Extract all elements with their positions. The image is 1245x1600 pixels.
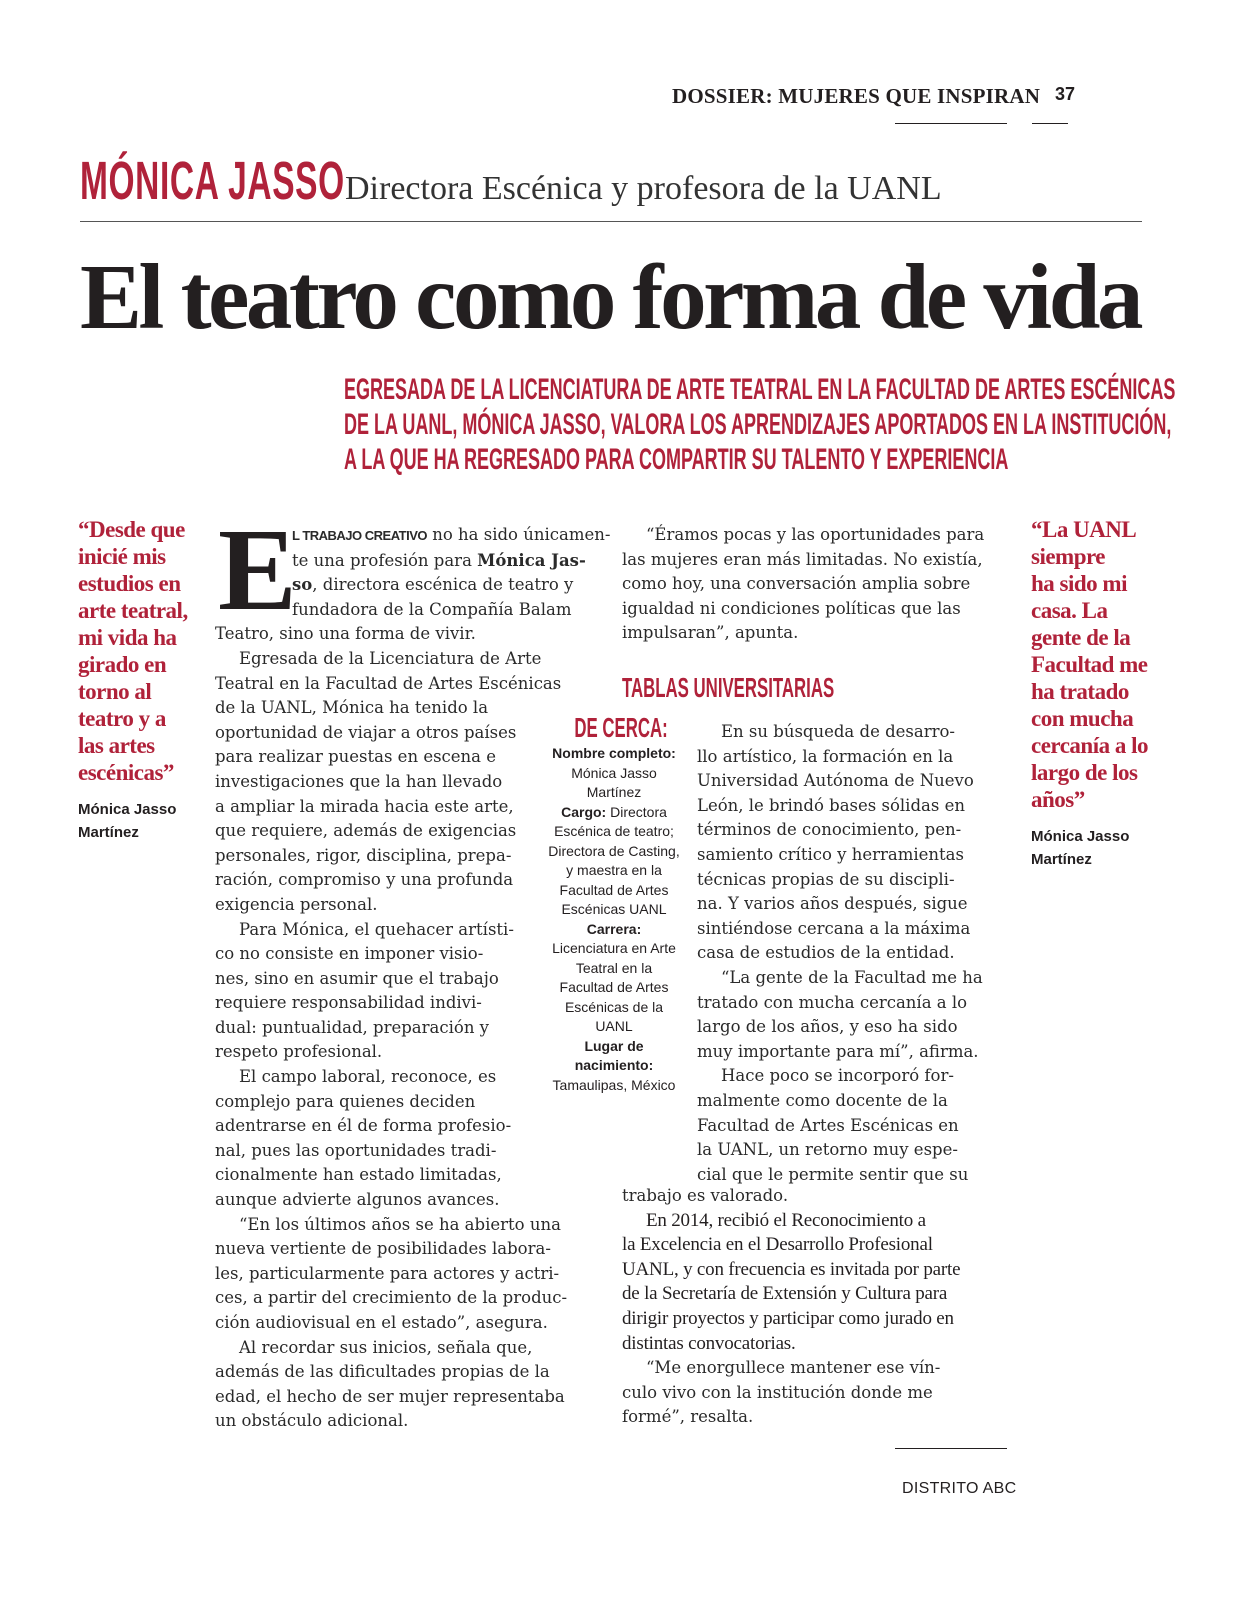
text-line: co no consiste en imponer visio- bbox=[215, 944, 484, 964]
sidebar-item-value: Tamaulipas, México bbox=[552, 1076, 676, 1093]
text-line: nal, pues las oportunidades tradi- bbox=[215, 1140, 497, 1160]
page-number: 37 bbox=[1055, 84, 1076, 104]
paragraph bbox=[215, 1336, 615, 1434]
pull-quote-line: las artes bbox=[78, 733, 155, 758]
sidebar-item bbox=[548, 920, 680, 1037]
text-line: ces, a partir del crecimiento de la produc- bbox=[215, 1288, 568, 1308]
text-line: culo vivo con la institución donde me bbox=[622, 1382, 933, 1402]
text-line: como hoy, una conversación amplia sobre bbox=[622, 574, 971, 594]
text-line: Al recordar sus inicios, señala que, bbox=[239, 1337, 533, 1357]
text-line: de la Secretaría de Extensión y Cultura para bbox=[622, 1283, 948, 1305]
pull-quote-line: estudios en bbox=[78, 571, 181, 596]
pull-quote-line: teatro y a bbox=[78, 706, 166, 731]
text-line: nueva vertiente de posibilidades labora- bbox=[215, 1239, 551, 1259]
subhead: TABLAS UNIVERSITARIAS bbox=[622, 672, 835, 703]
text-line: En 2014, recibió el Reconocimiento a bbox=[646, 1209, 926, 1231]
text-line: aunque advierte algunos avances. bbox=[215, 1190, 500, 1210]
footer-rule bbox=[895, 1448, 1007, 1449]
text-line: Hace poco se incorporó for- bbox=[721, 1066, 954, 1086]
pull-quote-line: arte teatral, bbox=[78, 598, 188, 623]
pull-quote-line: mi vida ha bbox=[78, 625, 177, 650]
pull-quote-line: gente de la bbox=[1031, 625, 1131, 650]
headline: El teatro como forma de vida bbox=[80, 246, 1140, 349]
text-line: ración, compromiso y una profunda bbox=[215, 870, 514, 890]
text-line: las mujeres eran más limitadas. No existía, bbox=[622, 549, 983, 569]
de-cerca-sidebar bbox=[548, 712, 680, 1095]
pull-quote-left bbox=[78, 516, 208, 844]
text-line: trabajo es valorado. bbox=[622, 1186, 789, 1205]
lede-line: EGRESADA DE LA LICENCIATURA DE ARTE TEATRAL EN LA FACULTAD DE ARTES ESCÉNICAS bbox=[344, 373, 1176, 406]
drop-cap: E bbox=[218, 504, 297, 635]
pull-quote-line: largo de los bbox=[1031, 760, 1138, 785]
text-line: Universidad Autónoma de Nuevo bbox=[697, 771, 974, 791]
pull-quote-line: torno al bbox=[78, 679, 152, 704]
column-2-award-paragraph bbox=[622, 1209, 1022, 1357]
text-line: sintiéndose cercana a la máxima bbox=[697, 918, 971, 938]
intro-text: fundadora de la Compañía Balam bbox=[292, 599, 572, 619]
text-line: “Éramos pocas y las oportunidades para bbox=[646, 525, 985, 544]
sidebar-item-label: Cargo: bbox=[561, 803, 607, 820]
text-line: dirigir proyectos y participar como jurado en bbox=[622, 1307, 954, 1329]
person-name: Mónica Jas- bbox=[477, 550, 586, 570]
pull-quote-author-line: Martínez bbox=[1031, 851, 1092, 868]
text-line: formé”, resalta. bbox=[622, 1407, 754, 1427]
section-label: DOSSIER: MUJERES QUE INSPIRAN bbox=[672, 84, 1041, 108]
intro-text: Teatro, sino una forma de vivir. bbox=[215, 624, 476, 644]
text-line: ción audiovisual en el estado”, asegura. bbox=[215, 1313, 548, 1332]
paragraph bbox=[697, 720, 1017, 966]
article-column-2-bottom bbox=[622, 1184, 1022, 1430]
text-line: investigaciones que la han llevado bbox=[215, 771, 503, 791]
text-line: edad, el hecho de ser mujer representaba bbox=[215, 1386, 565, 1406]
sidebar-item bbox=[548, 1037, 680, 1096]
sidebar-item bbox=[548, 803, 680, 920]
text-line: na. Y varios años después, sigue bbox=[697, 894, 968, 914]
sidebar-item-value: Mónica Jasso Martínez bbox=[571, 764, 657, 800]
text-line: de la UANL, Mónica ha tenido la bbox=[215, 698, 489, 718]
text-line: que requiere, además de exigencias bbox=[215, 821, 517, 841]
text-line: la UANL, un retorno muy espe- bbox=[697, 1140, 958, 1160]
pull-quote-line: con mucha bbox=[1031, 706, 1134, 731]
intro-text: te una profesión para bbox=[292, 550, 478, 570]
text-line: respeto profesional. bbox=[215, 1042, 383, 1062]
text-line: UANL, y con frecuencia es invitada por parte bbox=[622, 1258, 961, 1280]
text-line: “Me enorgullece mantener ese vín- bbox=[646, 1358, 941, 1378]
text-line: casa de estudios de la entidad. bbox=[697, 943, 955, 963]
text-line: además de las dificultades propias de la bbox=[215, 1362, 550, 1382]
profile-name: MÓNICA JASSO bbox=[80, 151, 345, 211]
title-rule bbox=[80, 221, 1142, 222]
pull-quote-text bbox=[1031, 516, 1181, 813]
text-line: adentrarse en él de forma profesio- bbox=[215, 1116, 512, 1136]
person-name: so bbox=[292, 575, 313, 595]
sidebar-item-label: Carrera: bbox=[586, 920, 642, 937]
intro-text: , directora escénica de teatro y bbox=[312, 575, 574, 595]
text-line: samiento crítico y herramientas bbox=[697, 844, 964, 864]
sidebar-item bbox=[548, 744, 680, 803]
text-line: Facultad de Artes Escénicas en bbox=[697, 1115, 959, 1135]
paragraph bbox=[622, 1356, 1022, 1430]
text-line: Egresada de la Licenciatura de Arte bbox=[239, 648, 542, 668]
lede-line: A LA QUE HA REGRESADO PARA COMPARTIR SU TALENTO Y EXPERIENCIA bbox=[344, 443, 1009, 476]
sidebar-items bbox=[548, 744, 680, 1095]
text-line: cial que le permite sentir que su bbox=[697, 1164, 969, 1184]
text-line: requiere responsabilidad indivi- bbox=[215, 993, 482, 1013]
text-line: técnicas propias de su discipli- bbox=[697, 869, 955, 889]
column-2-closing-paragraph bbox=[622, 1356, 1022, 1430]
text-line: León, le brindó bases sólidas en bbox=[697, 795, 965, 815]
text-line: impulsaran”, apunta. bbox=[622, 623, 799, 643]
text-line: la Excelencia en el Desarrollo Profesional bbox=[622, 1234, 933, 1256]
text-line: largo de los años, y eso ha sido bbox=[697, 1017, 958, 1037]
text-line: nes, sino en asumir que el trabajo bbox=[215, 968, 499, 988]
page-number-rule bbox=[1032, 123, 1068, 124]
text-line: tratado con mucha cercanía a lo bbox=[697, 992, 968, 1012]
text-line: Para Mónica, el quehacer artísti- bbox=[239, 919, 514, 939]
text-line: dual: puntualidad, preparación y bbox=[215, 1017, 490, 1037]
pull-quote-line: Facultad me bbox=[1031, 652, 1148, 677]
text-line: muy importante para mí”, afirma. bbox=[697, 1041, 979, 1061]
text-line: personales, rigor, disciplina, prepa- bbox=[215, 845, 512, 865]
pull-quote-author bbox=[78, 798, 208, 844]
pull-quote-line: ha sido mi bbox=[1031, 571, 1127, 596]
pull-quote-line: siempre bbox=[1031, 544, 1106, 569]
lead-in: L TRABAJO CREATIVO bbox=[292, 528, 427, 543]
paragraph bbox=[622, 1209, 1022, 1357]
footer-label: DISTRITO ABC bbox=[902, 1480, 1017, 1497]
pull-quote-line: “La UANL bbox=[1031, 517, 1137, 542]
text-line: exigencia personal. bbox=[215, 894, 378, 914]
paragraph bbox=[697, 1064, 1017, 1187]
pull-quote-line: ha tratado bbox=[1031, 679, 1129, 704]
pull-quote-line: “Desde que bbox=[78, 517, 185, 542]
paragraph bbox=[622, 523, 1022, 646]
text-line: para realizar puestas en escena e bbox=[215, 747, 497, 767]
sidebar-item-label: Nombre completo: bbox=[552, 745, 676, 761]
article-column-2-top bbox=[622, 523, 1022, 646]
sidebar-item-label: Lugar de nacimiento: bbox=[574, 1037, 654, 1073]
pull-quote-line: girado en bbox=[78, 652, 167, 677]
text-line: “La gente de la Facultad me ha bbox=[721, 967, 983, 987]
text-line: complejo para quienes deciden bbox=[215, 1091, 476, 1111]
sidebar-item-value: Licenciatura en Arte Teatral en la Facultad de Artes Escénicas de la UANL bbox=[552, 940, 676, 1034]
text-line: les, particularmente para actores y actri- bbox=[215, 1263, 560, 1283]
text-line: oportunidad de viajar a otros países bbox=[215, 722, 517, 742]
column-2-continuation bbox=[622, 1184, 1022, 1209]
paragraph bbox=[215, 1213, 615, 1336]
pull-quote-author-line: Martínez bbox=[78, 824, 139, 841]
text-line: El campo laboral, reconoce, es bbox=[239, 1067, 497, 1087]
text-line: malmente como docente de la bbox=[697, 1090, 948, 1110]
lede-line: DE LA UANL, MÓNICA JASSO, VALORA LOS APRENDIZAJES APORTADOS EN LA INSTITUCIÓN, bbox=[344, 408, 1172, 441]
sidebar-item-value: Directora Escénica de teatro; Directora de Casting, y maestra en la Facultad de Artes Escénicas UANL bbox=[548, 803, 680, 917]
text-line: a ampliar la mirada hacia este arte, bbox=[215, 796, 514, 816]
pull-quote-right bbox=[1031, 516, 1181, 871]
intro-text: no ha sido únicamen- bbox=[426, 525, 611, 544]
pull-quote-line: años” bbox=[1031, 787, 1085, 812]
profile-role: Directora Escénica y profesora de la UANL bbox=[345, 170, 942, 207]
header-rule bbox=[895, 123, 1007, 124]
pull-quote-author bbox=[1031, 825, 1181, 871]
pull-quote-line: cercanía a lo bbox=[1031, 733, 1148, 758]
lede bbox=[160, 372, 1176, 477]
text-line: llo artístico, la formación en la bbox=[697, 746, 954, 766]
text-line: Teatral en la Facultad de Artes Escénicas bbox=[215, 673, 562, 693]
text-line: cionalmente han estado limitadas, bbox=[215, 1165, 502, 1185]
text-line: En su búsqueda de desarro- bbox=[721, 722, 955, 741]
pull-quote-author-line: Mónica Jasso bbox=[1031, 828, 1130, 845]
paragraph bbox=[697, 966, 1017, 1064]
sidebar-heading: DE CERCA: bbox=[574, 712, 668, 743]
pull-quote-line: escénicas” bbox=[78, 760, 174, 785]
pull-quote-line: casa. La bbox=[1031, 598, 1108, 623]
pull-quote-line: inicié mis bbox=[78, 544, 166, 569]
text-line: distintas convocatorias. bbox=[622, 1332, 796, 1354]
pull-quote-author-line: Mónica Jasso bbox=[78, 801, 177, 818]
text-line: un obstáculo adicional. bbox=[215, 1411, 409, 1431]
article-column-2-narrow bbox=[697, 720, 1017, 1187]
pull-quote-text bbox=[78, 516, 208, 786]
text-line: igualdad ni condiciones políticas que las bbox=[622, 598, 961, 618]
text-line: “En los últimos años se ha abierto una bbox=[239, 1214, 561, 1234]
text-line: términos de conocimiento, pen- bbox=[697, 820, 962, 840]
